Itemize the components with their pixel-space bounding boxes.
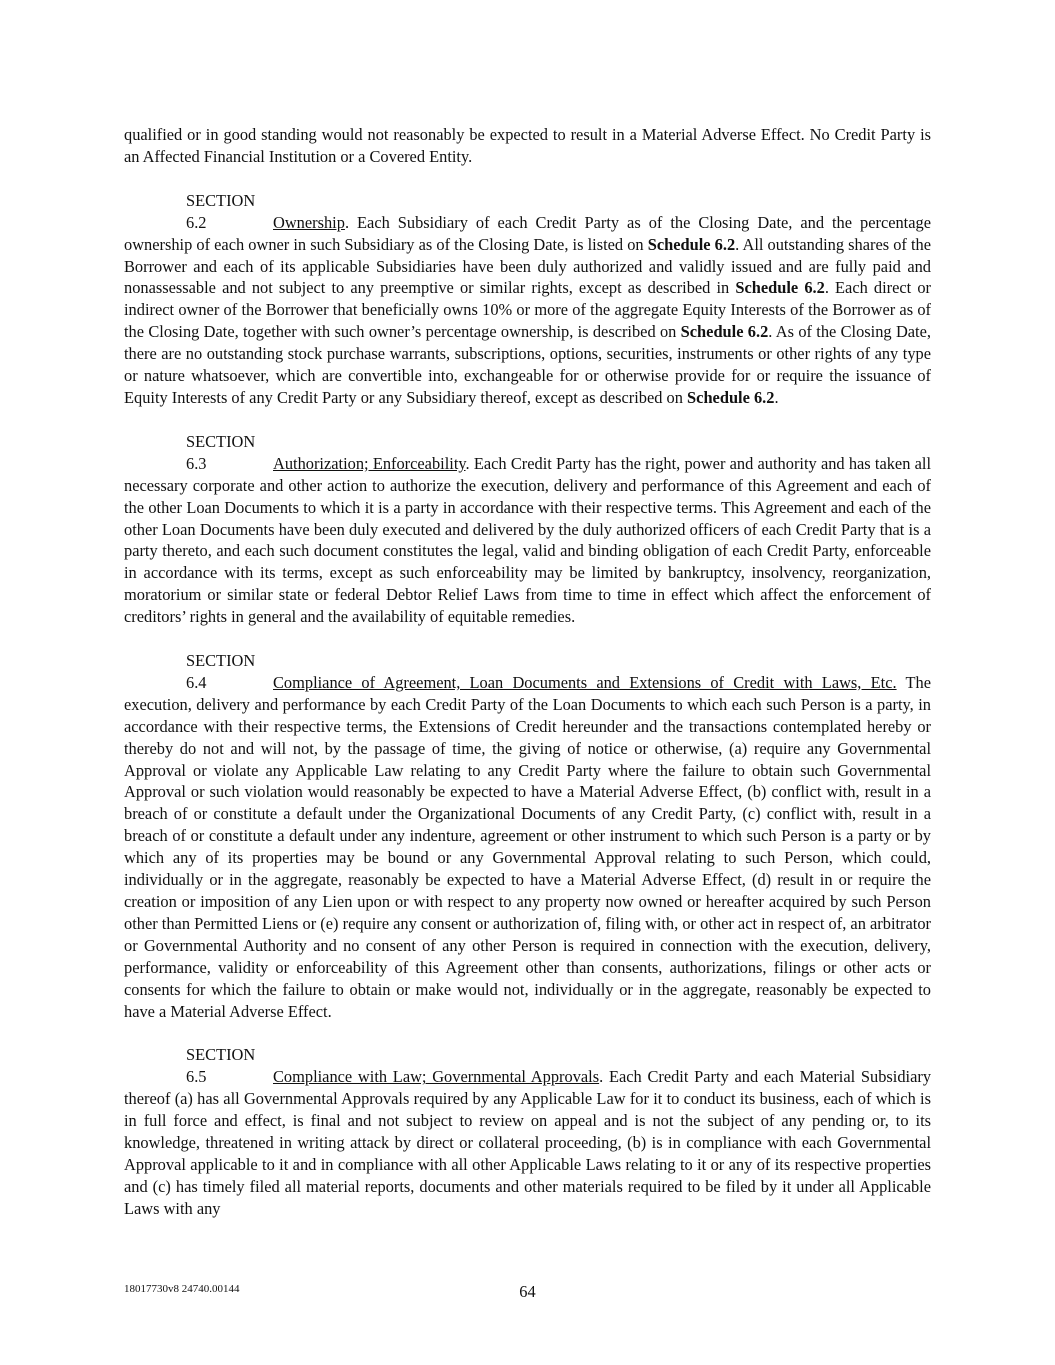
- section-6-5-paragraph: [124, 1044, 931, 1219]
- section-title: Compliance with Law; Governmental Approvals: [273, 1067, 600, 1087]
- schedule-reference: Schedule 6.2: [687, 387, 775, 407]
- section-body-part: Each Subsidiary of each Credit Party as of the Closing Date, and the percentage ownership of each owner in such Subsidiary as of the Closing Date, is listed on: [124, 212, 931, 254]
- schedule-reference: Schedule 6.2: [680, 322, 769, 342]
- document-page: [124, 124, 931, 1242]
- section-title-punct: .: [599, 1067, 604, 1087]
- intro-paragraph: qualified or in good standing would not reasonably be expected to result in a Material Adverse Effect. No Credit Party is an Affected Financial Institution or a Covered Entity.: [124, 125, 931, 166]
- section-number: SECTION 6.5: [186, 1045, 256, 1087]
- section-number: SECTION 6.3: [186, 431, 256, 473]
- section-title-punct: .: [344, 212, 350, 232]
- section-number: SECTION 6.2: [186, 190, 256, 232]
- section-body-part: . Each direct or indirect owner of the Borrower that beneficially owns 10% or more of the aggregate Equity Interests of the Borrower as of the Closing Date, together with such owner’s percentage ownership, is described on: [124, 278, 931, 342]
- section-title: Authorization; Enforceability: [273, 453, 466, 473]
- section-6-2-paragraph: [124, 190, 931, 409]
- section-body-part: . As of the Closing Date, there are no outstanding stock purchase warrants, subscriptions, options, securities, instruments or other rights of any type or nature whatsoever, which are convertible into, exchangeable for or otherwise provide for or require the issuance of Equity Interests of any Credit Party or any Subsidiary thereof, except as described on: [124, 322, 931, 407]
- section-body-part: . All outstanding shares of the Borrower and each of its applicable Subsidiaries have been duly authorized and validly issued and are fully paid and nonassessable and not subject to any preemptive or similar rights, except as described in: [124, 234, 931, 298]
- section-body-part: .: [774, 387, 779, 407]
- schedule-reference: Schedule 6.2: [647, 234, 736, 254]
- section-body: The execution, delivery and performance by each Credit Party of the Loan Documents to which each such Person is a party, in accordance with their respective terms, the Extensions of Credit hereunder and the transactions contemplated hereby or thereby do not and will not, by the passage of time, the giving of notice or otherwise, (a) require any Governmental Approval or violate any Applicable Law relating to any Credit Party where the failure to obtain such Governmental Approval or such violation would reasonably be expected to have a Material Adverse Effect, (b) conflict with, result in a breach of or constitute a default under the Organizational Documents of any Credit Party, (c) conflict with, result in a breach of or constitute a default under any indenture, agreement or other instrument to which such Person is a party or by which any of its properties may be bound or any Governmental Approval relating to such Person, which could, individually or in the aggregate, reasonably be expected to have a Material Adverse Effect, (d) result in or require the creation or imposition of any Lien upon or with respect to any property now owned or hereafter acquired by such Person other than Permitted Liens or (e) require any consent or authorization of, filing with, or other act in respect of, an arbitrator or Governmental Authority and no consent of any other Person is required in connection with the execution, delivery, performance, validity or enforceability of this Agreement other than consents, authorizations, filings or other acts or consents for which the failure to obtain or make would not, individually or in the aggregate, reasonably be expected to have a Material Adverse Effect.: [124, 672, 931, 1021]
- section-body: Each Credit Party has the right, power and authority and has taken all necessary corporate and other action to authorize the execution, delivery and performance of this Agreement and each of the other Loan Documents to which it is a party in accordance with their respective terms. This Agreement and each of the other Loan Documents have been duly executed and delivered by the duly authorized officers of each Credit Party that is a party thereto, and each such document constitutes the legal, valid and binding obligation of each Credit Party, enforceable in accordance with its terms, except as such enforceability may be limited by bankruptcy, insolvency, reorganization, moratorium or similar state or federal Debtor Relief Laws from time to time in effect which affect the enforcement of creditors’ rights in general and the availability of equitable remedies.: [124, 453, 932, 627]
- section-title: Compliance of Agreement, Loan Documents and Extensions of Credit with Laws, Etc.: [273, 672, 897, 692]
- section-number: SECTION 6.4: [186, 651, 256, 692]
- schedule-reference: Schedule 6.2: [735, 278, 825, 298]
- section-6-4-paragraph: [124, 650, 931, 1022]
- document-id: 18017730v8 24740.00144: [124, 1283, 240, 1295]
- section-body: Each Credit Party and each Material Subsidiary thereof (a) has all Governmental Approvals required by any Applicable Law for it to conduct its business, each of which is in full force and effect, is final and not subject to review on appeal and is not the subject of any pending or, to its knowledge, threatened in writing attack by direct or collateral proceeding, (b) is in compliance with each Governmental Approval applicable to it and in compliance with all other Applicable Laws relating to it or any of its respective properties and (c) has timely filed all material reports, documents and other materials required to be filed by it under all Applicable Laws with any: [124, 1067, 932, 1218]
- section-6-3-paragraph: [124, 431, 931, 628]
- section-title: Ownership: [273, 212, 345, 232]
- section-title-punct: .: [465, 453, 470, 473]
- page-number: 64: [519, 1282, 536, 1301]
